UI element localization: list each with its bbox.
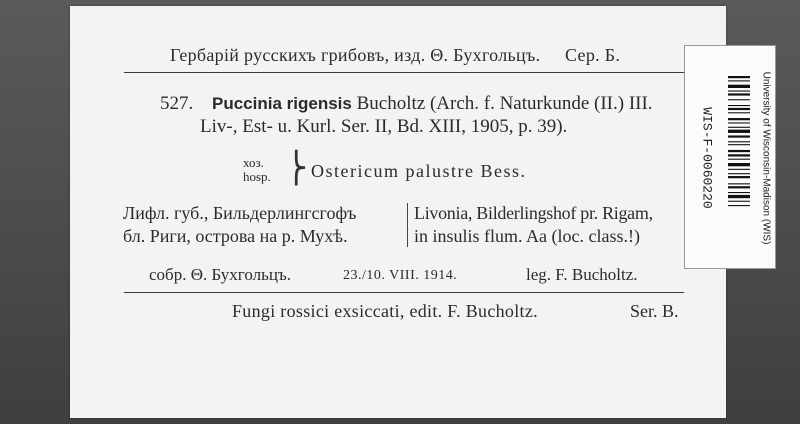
- barcode: [728, 76, 750, 244]
- barcode-bar: [728, 163, 750, 166]
- accession-number: WIS-F-0060220: [699, 107, 715, 209]
- barcode-bar: [728, 93, 750, 95]
- barcode-bar: [728, 99, 750, 100]
- barcode-bar: [728, 108, 750, 110]
- barcode-bar: [728, 192, 750, 193]
- barcode-bar: [728, 195, 750, 198]
- barcode-bar: [728, 80, 750, 81]
- barcode-bar: [728, 201, 750, 202]
- collector-ru: собр. Θ. Бухгольцъ.: [149, 265, 292, 284]
- barcode-bar: [728, 127, 750, 128]
- barcode-bar: [728, 154, 750, 156]
- label-header: [170, 45, 621, 66]
- locality-la-line-2: in insulis flum. Aa (loc. class.!): [414, 226, 640, 246]
- collection-date: 23./10. VIII. 1914.: [343, 268, 458, 283]
- host-label-la: hosp.: [243, 169, 271, 184]
- footer-series: Ser. B.: [630, 301, 679, 321]
- barcode-bar: [728, 183, 750, 184]
- citation-line-2: Liv-, Est- u. Kurl. Ser. II, Bd. XIII, 1905, p. 39).: [200, 116, 568, 137]
- host-name: Ostericum palustre Bess.: [311, 161, 527, 181]
- barcode-bar: [728, 85, 750, 88]
- collector-la: leg. F. Bucholtz.: [526, 265, 638, 284]
- locality-ru-line-1: Лифл. губ., Бильдерлингсгофъ: [123, 203, 357, 223]
- host-label-ru: хоз.: [243, 155, 264, 170]
- taxon-name: Puccinia rigensis: [212, 94, 352, 113]
- barcode-bar: [728, 141, 750, 142]
- barcode-bar: [728, 186, 750, 188]
- barcode-bar: [728, 150, 750, 152]
- citation-line-1: Bucholtz (Arch. f. Naturkunde (II.) III.: [356, 93, 653, 114]
- barcode-graphic: [728, 76, 750, 244]
- header-rule: [124, 72, 684, 73]
- locality-divider: [407, 203, 408, 247]
- barcode-bar: [728, 118, 750, 120]
- institution-name: University of Wisconsin-Madison (WIS): [760, 71, 772, 245]
- barcode-bar: [728, 169, 750, 170]
- host-label: [243, 156, 271, 184]
- barcode-bar: [728, 112, 750, 113]
- barcode-bar: [728, 130, 750, 133]
- barcode-bar: [728, 173, 750, 174]
- header-series: Сер. Б.: [565, 45, 621, 65]
- barcode-sticker: [684, 45, 776, 269]
- locality-ru-line-2: бл. Риги, острова на р. Мухѣ.: [123, 226, 348, 246]
- barcode-bar: [728, 105, 750, 106]
- barcode-bar: [728, 135, 750, 137]
- barcode-bar: [728, 205, 750, 206]
- barcode-bar: [728, 122, 750, 123]
- barcode-bar: [728, 76, 750, 78]
- locality-la-line-1: Livonia, Bilderlingshof pr. Rigam,: [414, 203, 653, 223]
- barcode-bar: [728, 91, 750, 92]
- header-title: Гербарій русскихъ грибовъ, изд. Θ. Бухгольцъ.: [170, 45, 541, 65]
- taxon-line: [212, 93, 653, 115]
- barcode-bar: [728, 176, 750, 178]
- host-brace: ⎬: [285, 151, 308, 186]
- footer-title: Fungi rossici exsiccati, edit. F. Bucholtz.: [232, 301, 538, 321]
- footer-rule: [124, 292, 684, 293]
- specimen-number: 527.: [160, 93, 194, 114]
- barcode-bar: [728, 144, 750, 145]
- barcode-bar: [728, 159, 750, 160]
